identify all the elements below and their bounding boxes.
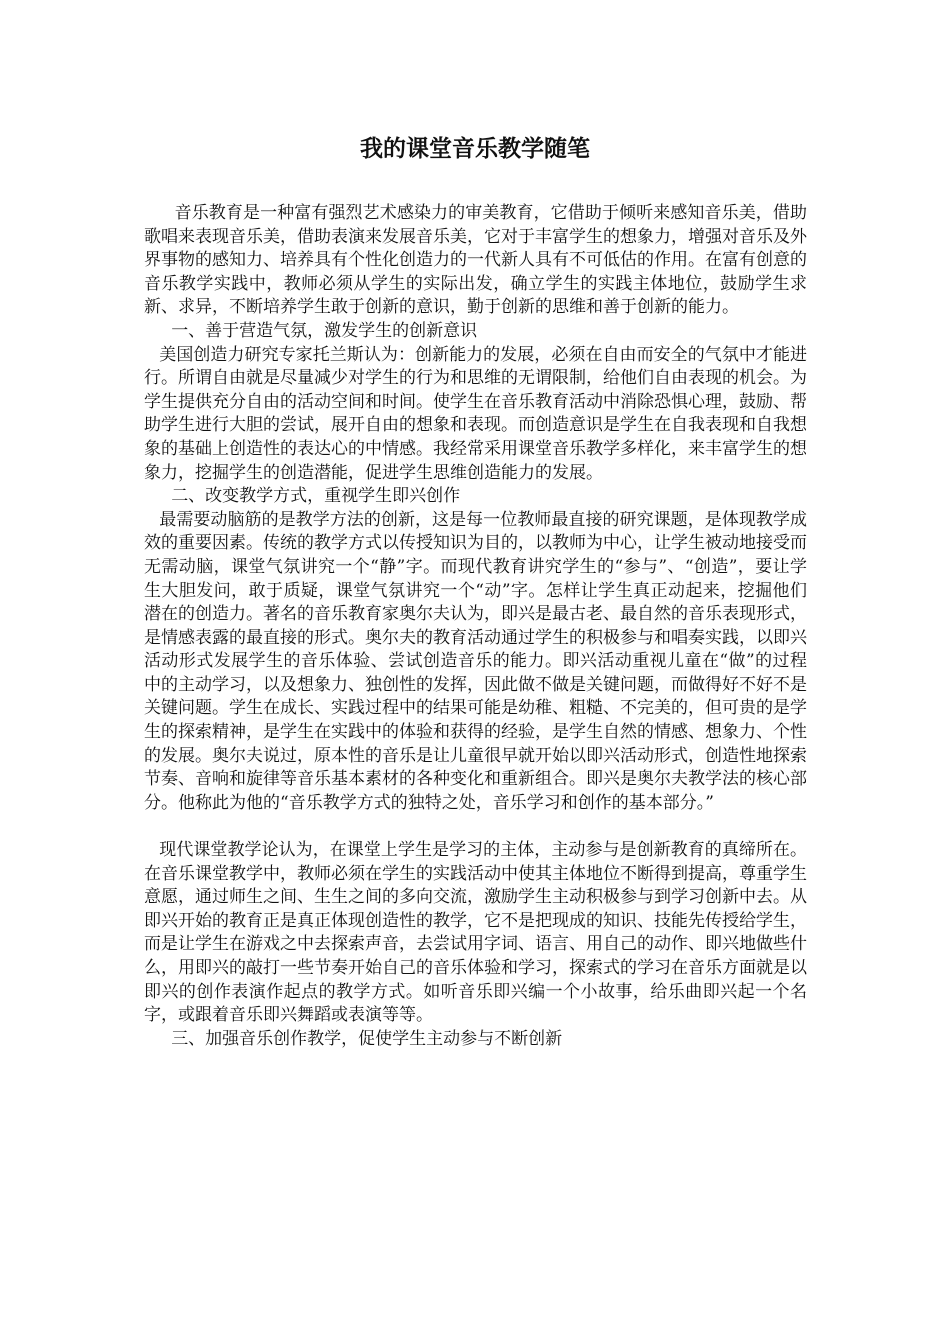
section-heading-2: 二、改变教学方式，重视学生即兴创作 [171,486,461,507]
document-body [144,202,807,1051]
section-heading-3: 三、加强音乐创作教学，促使学生主动参与不断创新 [171,1028,563,1049]
section-2-paragraph: 最需要动脑筋的是教学方法的创新，这是每一位教师最直接的研究课题，是体现教学成效的重要因素。传统的教学方式以传授知识为目的，以教师为中心，让学生被动地接受而无需动脑，课堂气氛讲究一个“静”字。而现代教育讲究学生的“参与”、“创造”，要让学生大胆发问，敢于质疑，课堂气氛讲究一个“动”字。怎样让学生真正动起来，挖掘他们潜在的创造力。著名的音乐教育家奥尔夫认为，即兴是最古老、最自然的音乐表现形式，是情感表露的最直接的形式。奥尔夫的教育活动通过学生的积极参与和唱奏实践，以即兴活动形式发展学生的音乐体验、尝试创造音乐的能力。即兴活动重视儿童在“做”的过程中的主动学习，以及想象力、独创性的发挥，因此做不做是关键问题，而做得好不好不是关键问题。学生在成长、实践过程中的结果可能是幼稚、粗糙、不完美的，但可贵的是学生的探索精神，是学生在实践中的体验和获得的经验，是学生自然的情感、想象力、个性的发展。奥尔夫说过，原本性的音乐是让儿童很早就开始以即兴活动形式，创造性地探索节奏、音响和旋律等音乐基本素材的各种变化和重新组合。即兴是奥尔夫教学法的核心部分。他称此为他的“音乐教学方式的独特之处，音乐学习和创作的基本部分。” [144,509,807,813]
page-title: 我的课堂音乐教学随笔 [360,135,590,162]
section-2-paragraph-2: 现代课堂教学论认为，在课堂上学生是学习的主体，主动参与是创新教育的真缔所在。在音乐课堂教学中，教师必须在学生的实践活动中使其主体地位不断得到提高，尊重学生意愿，通过师生之间、生生之间的多向交流，激励学生主动积极参与到学习创新中去。从即兴开始的教育正是真正体现创造性的教学，它不是把现成的知识、技能先传授给学生，而是让学生在游戏之中去探索声音，去尝试用字词、语言、用自己的动作、即兴地做些什么，用即兴的敲打一些节奏开始自己的音乐体验和学习，探索式的学习在音乐方面就是以即兴的创作表演作起点的教学方式。如听音乐即兴编一个小故事，给乐曲即兴起一个名字，或跟着音乐即兴舞蹈或表演等等。 [144,840,807,1026]
section-heading-1: 一、善于营造气氛，激发学生的创新意识 [171,320,478,341]
intro-paragraph: 音乐教育是一种富有强烈艺术感染力的审美教育，它借助于倾听来感知音乐美，借助歌唱来表现音乐美，借助表演来发展音乐美，它对于丰富学生的想象力，增强对音乐及外界事物的感知力、培养具有个性化创造力的一代新人具有不可低估的作用。在富有创意的音乐教学实践中，教师必须从学生的实际出发，确立学生的实践主体地位，鼓励学生求新、求异，不断培养学生敢于创新的意识，勤于创新的思维和善于创新的能力。 [144,203,807,318]
section-1-paragraph: 美国创造力研究专家托兰斯认为：创新能力的发展，必须在自由而安全的气氛中才能进行。所谓自由就是尽量减少对学生的行为和思维的无谓限制，给他们自由表现的机会。为学生提供充分自由的活动空间和时间。使学生在音乐教育活动中消除恐惧心理，鼓励、帮助学生进行大胆的尝试，展开自由的想象和表现。而创造意识是学生在自我表现和自我想象的基础上创造性的表达心的中情感。我经常采用课堂音乐教学多样化，来丰富学生的想象力，挖掘学生的创造潜能，促进学生思维创造能力的发展。 [144,344,807,483]
